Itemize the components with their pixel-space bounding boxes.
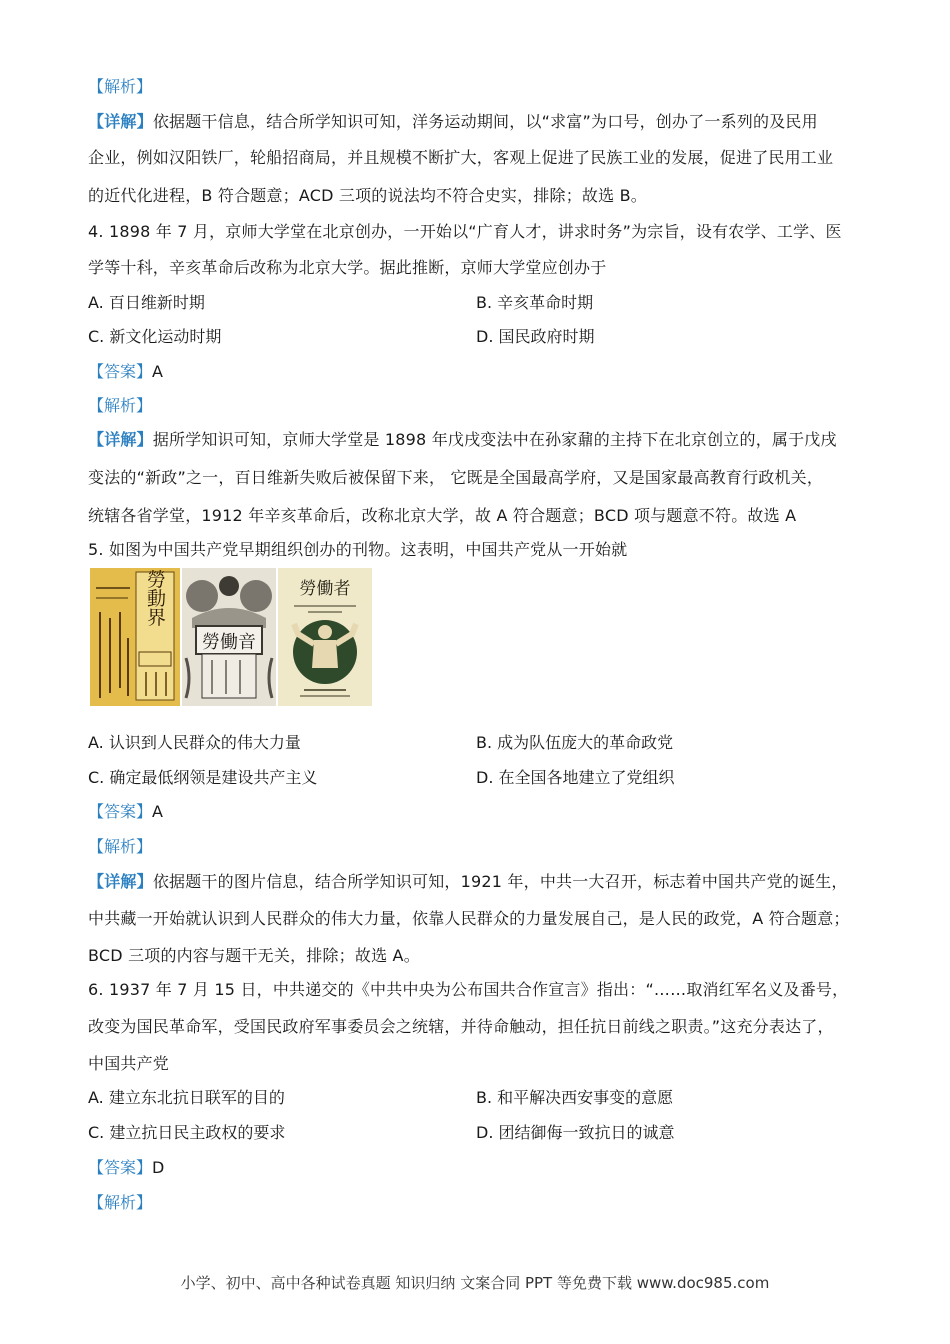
detail-line: 变法的“新政”之一，百日维新失败后被保留下来， 它既是全国最高学府，又是国家最高教育行政机关， [88,468,824,487]
answer-tag: 【答案】 [88,362,153,381]
detail-line: BCD 三项的内容与题干无关，排除；故选 A。 [88,946,420,965]
analysis-tag: 【解析】 [88,77,153,96]
cover-laodongjie-art [90,568,180,706]
cover-laodongzhe-art [278,568,372,706]
detail-line: 企业，例如汉阳铁厂，轮船招商局，并且规模不断扩大，客观上促进了民族工业的发展，促进了民用工业 [88,148,834,167]
analysis-tag: 【解析】 [88,837,153,856]
periodical-covers-image [90,568,372,706]
q6-option-c: C. 建立抗日民主政权的要求 [88,1123,286,1142]
question-5-stem: 5. 如图为中国共产党早期组织创办的刊物。这表明，中国共产党从一开始就 [88,540,628,559]
q5-option-c: C. 确定最低纲领是建设共产主义 [88,768,318,787]
answer-tag: 【答案】 [88,802,153,821]
detail-tag: 【详解】 [88,872,153,891]
answer-value: D [152,1158,165,1177]
detail-line [88,430,837,450]
q4-option-a: A. 百日维新时期 [88,293,205,312]
question-4-stem: 4. 1898 年 7 月，京师大学堂在北京创办，一开始以“广育人才，讲求时务”为宗旨，设有农学、工学、医 [88,222,842,241]
detail-line: 的近代化进程，B 符合题意；ACD 三项的说法均不符合史实，排除；故选 B。 [88,186,647,205]
q5-option-d: D. 在全国各地建立了党组织 [476,768,675,787]
detail-tag: 【详解】 [88,112,153,131]
detail-line [88,872,848,892]
answer-tag: 【答案】 [88,1158,153,1177]
detail-line: 中共藏一开始就认识到人民群众的伟大力量，依靠人民群众的力量发展自己，是人民的政党，A 符合题意； [88,909,850,928]
q6-option-b: B. 和平解决西安事变的意愿 [476,1088,674,1107]
q4-option-b: B. 辛亥革命时期 [476,293,594,312]
detail-tag: 【详解】 [88,430,153,449]
cover-laodongyin-art [182,568,276,706]
detail-line [88,112,818,132]
cover-laodongyin [182,568,276,706]
cover-laodongzhe [278,568,372,706]
q4-option-c: C. 新文化运动时期 [88,327,222,346]
q6-answer [88,1158,164,1178]
detail-text: 据所学知识可知，京师大学堂是 1898 年戊戌变法中在孙家鼐的主持下在北京创立的，属于戊戌 [152,430,837,449]
analysis-tag: 【解析】 [88,396,153,415]
detail-line: 统辖各省学堂，1912 年辛亥革命后，改称北京大学，故 A 符合题意；BCD 项与题意不符。故选 A [88,506,797,525]
q6-option-d: D. 团结御侮一致抗日的诚意 [476,1123,675,1142]
analysis-tag: 【解析】 [88,1193,153,1212]
question-6-stem: 改变为国民革命军，受国民政府军事委员会之统辖，并待命触动，担任抗日前线之职责。”这充分表达了， [88,1017,834,1036]
q5-answer [88,802,163,822]
answer-value: A [152,362,163,381]
cover-laodongzhe-title: 勞働者 [299,579,351,599]
detail-text: 依据题干信息，结合所学知识可知，洋务运动期间，以“求富”为口号，创办了一系列的及民用 [152,112,818,131]
q5-option-b: B. 成为队伍庞大的革命政党 [476,733,674,752]
detail-text: 依据题干的图片信息，结合所学知识可知，1921 年，中共一大召开，标志着中国共产党的诞生， [152,872,848,891]
footer-text: 小学、初中、高中各种试卷真题 知识归纳 文案合同 PPT 等免费下载 www.doc985.com [180,1274,770,1292]
cover-laodongjie-title: 勞動界 [144,569,166,627]
answer-value: A [152,802,163,821]
q5-option-a: A. 认识到人民群众的伟大力量 [88,733,301,752]
question-6-stem: 6. 1937 年 7 月 15 日，中共递交的《中共中央为公布国共合作宣言》指出：“……取消红军名义及番号， [88,980,849,999]
cover-laodongyin-title: 勞働音 [202,632,256,653]
q4-option-d: D. 国民政府时期 [476,327,595,346]
question-4-stem: 学等十科，辛亥革命后改称为北京大学。据此推断，京师大学堂应创办于 [88,258,607,277]
cover-laodongjie [90,568,180,706]
q4-answer [88,362,163,382]
question-6-stem: 中国共产党 [88,1054,170,1073]
q6-option-a: A. 建立东北抗日联军的目的 [88,1088,285,1107]
